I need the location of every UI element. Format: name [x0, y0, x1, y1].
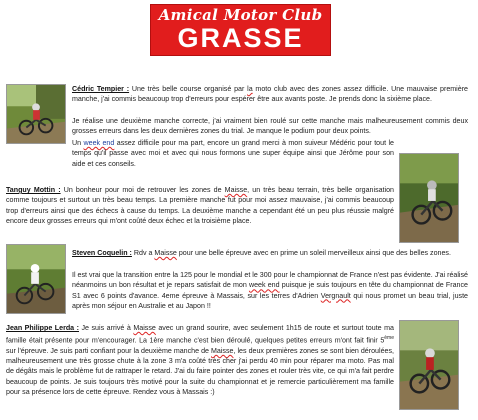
- rider-name: Jean Philippe Lerda :: [6, 324, 79, 332]
- spellcheck-word: la: [247, 85, 253, 93]
- spellcheck-word: Maisse: [211, 346, 234, 355]
- text-run: assez difficile pour ma part, encore un grand merci à mon suiveur Médéric pour tout le temps qu'il passe avec moi et avec qui nous formons une super équipe ainsi que Jérôme pour son aide et ces conseils.: [72, 139, 394, 168]
- text-run: pour une belle épreuve avec en prime un soleil merveilleux ainsi que des belles zones.: [176, 249, 451, 257]
- text-run: avec un grand sourire, avec seulement 1h15 de route et surtout toute ma famille était présente pour m'encourager. La 1ère manche c'est bien déroulé, quelques petites erreurs m'ont fait finir 5: [6, 324, 394, 345]
- rider-name: Cédric Tempier :: [72, 85, 130, 93]
- rider-text-steven-2: [72, 270, 468, 311]
- spellcheck-word: Maisse: [154, 249, 177, 257]
- spellcheck-word: Vergnault: [320, 291, 351, 300]
- rider-text-steven-1: [72, 248, 468, 258]
- text-run: sur l'épreuve. Je suis parti confiant pour la deuxième manche de: [6, 346, 211, 355]
- spellcheck-word: Maisse: [133, 324, 156, 332]
- text-run: Rdv a: [131, 249, 155, 257]
- rider-photo-cedric: [6, 84, 66, 144]
- text-run: moto club avec des zones assez difficile. Une mauvaise première manche, j'ai commis beaucoup trop d'erreurs pour espérer être aux avants poste. Je prends donc la sixième place.: [72, 85, 469, 104]
- text-run: puisque je suis toujours en tête du championnat de France S1 avec 6 points d'avance. 4eme épreuve à Massais, sur les terres d'Adrien: [72, 281, 468, 300]
- rider-text-tanguy: [6, 185, 394, 226]
- spellcheck-word: week end: [248, 281, 280, 290]
- text-run: Une très belle course organisé par: [129, 85, 248, 93]
- club-banner: [150, 4, 331, 56]
- spellcheck-word: week end: [83, 139, 115, 147]
- spellcheck-word: Maisse: [224, 186, 248, 194]
- text-run: Un bonheur pour moi de retrouver les zones de: [60, 186, 225, 194]
- rider-text-cedric-3: [72, 138, 394, 169]
- rider-name: Tanguy Mottin :: [6, 186, 61, 194]
- text-run: qui nous promet un beau trial, juste après mon séjour en Australie et au Japon !!: [72, 291, 468, 310]
- text-run: Je réalise une deuxième manche correcte, j'ai vraiment bien roulé sur cette manche mais malheureusement commis deux grosses erreurs dans les deux dernières zones du trial. Je manque le podium pour deux points.: [72, 117, 468, 136]
- superscript: ème: [384, 335, 394, 342]
- banner-city-name: GRASSE: [177, 23, 304, 53]
- rider-photo-steven: [6, 244, 66, 314]
- rider-text-cedric-2: [72, 116, 468, 137]
- rider-photo-tanguy: [399, 153, 459, 243]
- text-run: Je suis arrivé à: [78, 324, 134, 332]
- banner-club-name: Amical Motor Club: [158, 6, 323, 24]
- rider-text-cedric-1: [72, 84, 468, 105]
- rider-name: Steven Coquelin :: [72, 249, 132, 257]
- text-run: Il est vrai que la transition entre la 125 pour le mondial et le 300 pour le championnat de France n'est pas évidente. J'ai réalisé néanmoins un bon résultat et je repars satisfait de mon: [72, 271, 468, 290]
- text-run: , un très beau terrain, très belle organisation comme toujours et surtout un très beau temps. La première manche fut pour moi assez mauvaise, j'ai commis beaucoup trop d'erreurs ainsi que des échecs à cause du temps. La deuxième manche a cependant été un peu plus réussie malgré encore deux grosses erreurs qui m'ont coûté deux échec et la troisième place.: [6, 186, 394, 225]
- text-run: Un: [72, 139, 84, 147]
- rider-text-jean-philippe: [6, 323, 394, 397]
- rider-photo-jean-philippe: [399, 320, 459, 410]
- text-run: , les deux premières zones se sont bien déroulées, malheureusement une très grosse chute à la zone 3 m'a coûté très cher j'ai perdu 40 min pour réparer ma moto. Pas mal de dégâts mais le problème fut de rattraper le retard. J'ai du faire pointer des zones et rouler très vite, ce qui m'a fait perdre beaucoup de points. Je suis toujours très motivé pour la suite du championnat et je remercie particulièrement ma famille pour sa présence lors de cette épreuve. Rendez vous à Massais :): [6, 346, 394, 396]
